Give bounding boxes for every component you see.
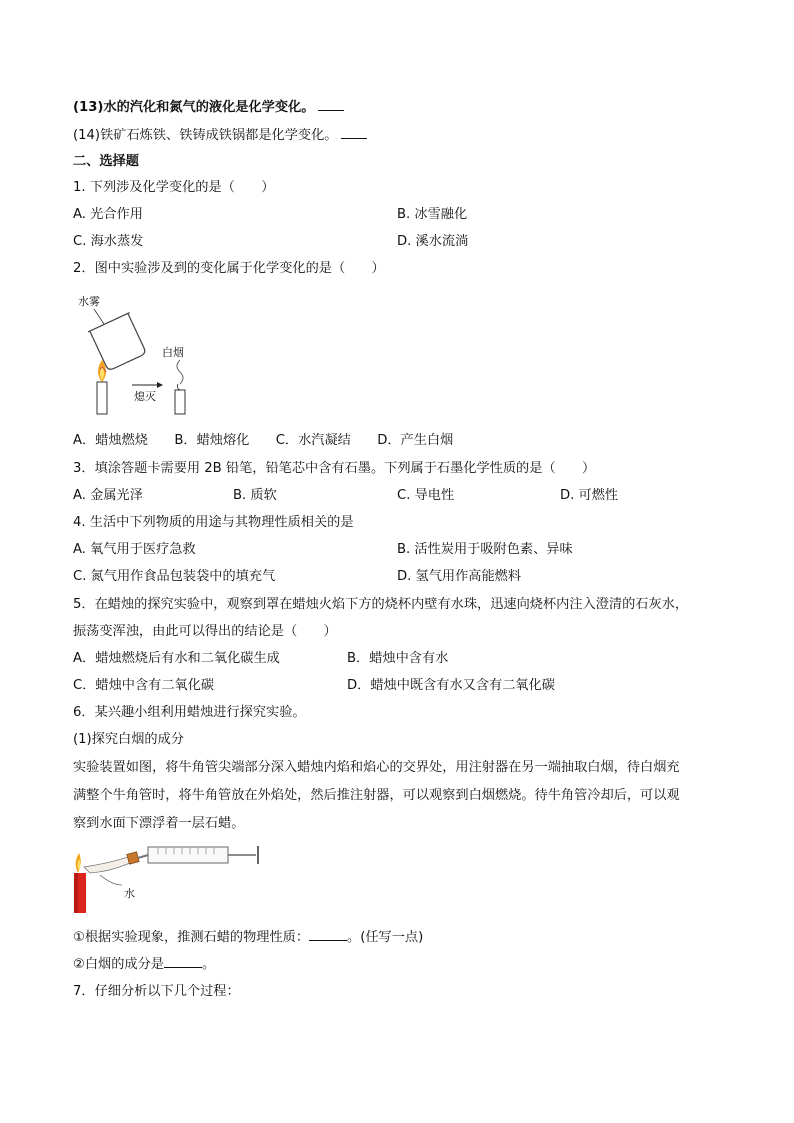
q6-blank2-prefix: ②白烟的成分是 bbox=[73, 957, 164, 972]
label-leader-line bbox=[94, 309, 104, 324]
answer-blank[interactable] bbox=[341, 124, 367, 139]
answer-blank[interactable] bbox=[318, 96, 344, 111]
candle-experiment-figure bbox=[72, 290, 212, 420]
q6-sub1: (1)探究白烟的成分 bbox=[73, 732, 184, 747]
q6-paragraph-line2: 满整个牛角管时，将牛角管放在外焰处，然后推注射器，可以观察到白烟燃烧。待牛角管冷却后，可以观 bbox=[73, 788, 680, 803]
syringe-figure-svg bbox=[70, 845, 270, 917]
q5-option-a[interactable]: A．蜡烛燃烧后有水和二氧化碳生成 bbox=[73, 651, 280, 666]
item-q13 bbox=[73, 96, 744, 119]
q6-blank2-line bbox=[73, 953, 744, 976]
item-q14 bbox=[73, 124, 744, 147]
answer-blank[interactable] bbox=[309, 926, 347, 941]
q5-stem-line1: 5．在蜡烛的探究实验中，观察到罩在蜡烛火焰下方的烧杯内壁有水珠，迅速向烧杯内注入澄清的石灰水， bbox=[73, 597, 689, 612]
extinguished-candle-icon bbox=[175, 360, 185, 414]
q3-option-d[interactable]: D. 可燃性 bbox=[560, 488, 619, 503]
q4-option-a[interactable]: A. 氧气用于医疗急救 bbox=[73, 542, 196, 557]
q5-stem-line2: 振荡变浑浊，由此可以得出的结论是（ ） bbox=[73, 624, 337, 639]
q6-blank2-suffix: 。 bbox=[201, 957, 216, 972]
q14-text: (14)铁矿石炼铁、铁铸成铁锅都是化学变化。 bbox=[73, 128, 338, 143]
syringe-experiment-figure bbox=[70, 845, 270, 917]
q5-option-c[interactable]: C．蜡烛中含有二氧化碳 bbox=[73, 678, 215, 693]
q4-option-d[interactable]: D. 氢气用作高能燃料 bbox=[397, 569, 522, 584]
label-extinguish: 熄灭 bbox=[134, 390, 156, 403]
section-heading: 二、选择题 bbox=[73, 154, 139, 169]
syringe-tip-line bbox=[138, 855, 148, 858]
lit-candle-icon bbox=[97, 360, 107, 414]
q1-option-c[interactable]: C. 海水蒸发 bbox=[73, 234, 144, 249]
tube-leader-line bbox=[100, 875, 122, 885]
beaker-icon bbox=[88, 313, 148, 372]
q6-stem: 6．某兴趣小组利用蜡烛进行探究实验。 bbox=[73, 705, 306, 720]
q5-option-d[interactable]: D．蜡烛中既含有水又含有二氧化碳 bbox=[347, 678, 555, 693]
q1-option-b[interactable]: B. 冰雪融化 bbox=[397, 207, 468, 222]
q4-option-c[interactable]: C. 氮气用作食品包装袋中的填充气 bbox=[73, 569, 276, 584]
q3-option-c[interactable]: C. 导电性 bbox=[397, 488, 455, 503]
answer-blank[interactable] bbox=[164, 953, 202, 968]
q2-options[interactable]: A．蜡烛燃烧 B．蜡烛熔化 C．水汽凝结 D．产生白烟 bbox=[73, 433, 454, 448]
q2-stem: 2．图中实验涉及到的变化属于化学变化的是（ ） bbox=[73, 261, 385, 276]
red-candle-icon bbox=[74, 853, 86, 913]
q4-option-b[interactable]: B. 活性炭用于吸附色素、异味 bbox=[397, 542, 573, 557]
q3-stem: 3．填涂答题卡需要用 2B 铅笔，铅笔芯中含有石墨。下列属于石墨化学性质的是（ ） bbox=[73, 461, 596, 476]
q3-option-a[interactable]: A. 金属光泽 bbox=[73, 488, 143, 503]
q6-blank1-suffix: 。(任写一点) bbox=[347, 930, 424, 945]
q3-option-b[interactable]: B. 质软 bbox=[233, 488, 277, 503]
q6-paragraph-line3: 察到水面下漂浮着一层石蜡。 bbox=[73, 816, 245, 831]
q6-blank1-prefix: ①根据实验现象，推测石蜡的物理性质： bbox=[73, 930, 310, 945]
q4-stem: 4. 生活中下列物质的用途与其物理性质相关的是 bbox=[73, 515, 354, 530]
label-smoke: 白烟 bbox=[162, 346, 184, 359]
label-water: 水 bbox=[124, 887, 135, 900]
candle-figure-svg bbox=[72, 290, 212, 420]
q1-stem: 1. 下列涉及化学变化的是（ ） bbox=[73, 180, 275, 195]
label-mist: 水雾 bbox=[78, 295, 100, 308]
arrow-head-icon bbox=[157, 382, 163, 388]
horn-tube-icon bbox=[84, 857, 134, 873]
q6-blank1-line bbox=[73, 926, 744, 949]
q6-paragraph-line1: 实验装置如图，将牛角管尖端部分深入蜡烛内焰和焰心的交界处，用注射器在另一端抽取白烟，待白烟充 bbox=[73, 760, 680, 775]
connector-icon bbox=[127, 852, 139, 864]
syringe-barrel-icon bbox=[148, 847, 228, 863]
q5-option-b[interactable]: B．蜡烛中含有水 bbox=[347, 651, 449, 666]
q13-text: (13)水的汽化和氮气的液化是化学变化。 bbox=[73, 100, 315, 115]
q1-option-d[interactable]: D. 溪水流淌 bbox=[397, 234, 469, 249]
q1-option-a[interactable]: A. 光合作用 bbox=[73, 207, 143, 222]
q7-stem: 7．仔细分析以下几个过程： bbox=[73, 984, 240, 999]
